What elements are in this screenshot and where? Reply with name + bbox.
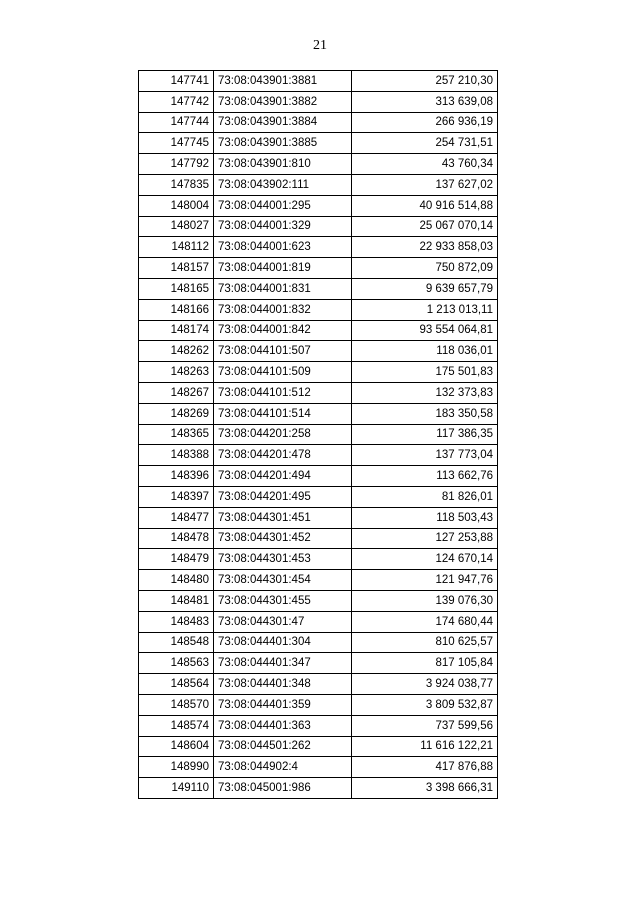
cadastral-number-cell: 73:08:044301:452 [214,528,352,549]
cadastral-value-cell: 3 809 532,87 [352,694,498,715]
row-id-cell: 148564 [139,674,214,695]
row-id-cell: 148174 [139,320,214,341]
cadastral-number-cell: 73:08:043901:3884 [214,112,352,133]
table-row [139,216,498,237]
row-id-cell: 148365 [139,424,214,445]
row-id-cell: 148477 [139,507,214,528]
row-id-cell: 148267 [139,382,214,403]
cadastral-value-cell: 81 826,01 [352,486,498,507]
cadastral-number-cell: 73:08:044401:359 [214,694,352,715]
cadastral-number-cell: 73:08:044301:454 [214,570,352,591]
cadastral-value-cell: 137 773,04 [352,445,498,466]
cadastral-value-cell: 113 662,76 [352,466,498,487]
row-id-cell: 147792 [139,154,214,175]
cadastral-number-cell: 73:08:043902:111 [214,174,352,195]
cadastral-number-cell: 73:08:044001:819 [214,258,352,279]
row-id-cell: 148269 [139,403,214,424]
cadastral-value-table [138,70,498,799]
table-row [139,570,498,591]
cadastral-number-cell: 73:08:045001:986 [214,778,352,799]
cadastral-value-cell: 124 670,14 [352,549,498,570]
table-row [139,320,498,341]
row-id-cell: 147742 [139,91,214,112]
row-id-cell: 148157 [139,258,214,279]
cadastral-value-cell: 313 639,08 [352,91,498,112]
cadastral-value-cell: 43 760,34 [352,154,498,175]
table-row [139,653,498,674]
cadastral-number-cell: 73:08:044401:348 [214,674,352,695]
page-number: 21 [313,38,327,53]
cadastral-value-cell: 3 924 038,77 [352,674,498,695]
cadastral-number-cell: 73:08:044201:495 [214,486,352,507]
table-row [139,278,498,299]
table-row [139,466,498,487]
row-id-cell: 148165 [139,278,214,299]
cadastral-number-cell: 73:08:044401:304 [214,632,352,653]
row-id-cell: 148262 [139,341,214,362]
row-id-cell: 148263 [139,362,214,383]
cadastral-value-cell: 118 036,01 [352,341,498,362]
table-row [139,133,498,154]
cadastral-value-cell: 266 936,19 [352,112,498,133]
row-id-cell: 148478 [139,528,214,549]
table-row [139,258,498,279]
row-id-cell: 148396 [139,466,214,487]
table-row [139,528,498,549]
cadastral-number-cell: 73:08:044001:832 [214,299,352,320]
cadastral-value-cell: 22 933 858,03 [352,237,498,258]
cadastral-value-cell: 9 639 657,79 [352,278,498,299]
cadastral-value-cell: 93 554 064,81 [352,320,498,341]
cadastral-value-cell: 132 373,83 [352,382,498,403]
cadastral-number-cell: 73:08:044101:509 [214,362,352,383]
table-row [139,403,498,424]
row-id-cell: 148480 [139,570,214,591]
row-id-cell: 148570 [139,694,214,715]
row-id-cell: 148004 [139,195,214,216]
table-row [139,154,498,175]
cadastral-number-cell: 73:08:044401:363 [214,715,352,736]
table-row [139,694,498,715]
row-id-cell: 148604 [139,736,214,757]
row-id-cell: 148027 [139,216,214,237]
table-row [139,382,498,403]
cadastral-value-cell: 183 350,58 [352,403,498,424]
cadastral-number-cell: 73:08:044301:451 [214,507,352,528]
table-row [139,174,498,195]
cadastral-value-cell: 118 503,43 [352,507,498,528]
cadastral-value-cell: 254 731,51 [352,133,498,154]
table-row [139,632,498,653]
row-id-cell: 147745 [139,133,214,154]
table-row [139,112,498,133]
cadastral-number-cell: 73:08:043901:3881 [214,71,352,92]
table-row [139,590,498,611]
cadastral-value-cell: 11 616 122,21 [352,736,498,757]
table-body [139,71,498,799]
cadastral-number-cell: 73:08:043901:3882 [214,91,352,112]
cadastral-number-cell: 73:08:044902:4 [214,757,352,778]
table-row [139,549,498,570]
cadastral-value-cell: 127 253,88 [352,528,498,549]
cadastral-value-cell: 174 680,44 [352,611,498,632]
cadastral-number-cell: 73:08:043901:810 [214,154,352,175]
cadastral-number-cell: 73:08:044401:347 [214,653,352,674]
row-id-cell: 149110 [139,778,214,799]
table-row [139,362,498,383]
table-row [139,778,498,799]
cadastral-value-cell: 810 625,57 [352,632,498,653]
table-row [139,757,498,778]
cadastral-number-cell: 73:08:044001:842 [214,320,352,341]
table-row [139,71,498,92]
row-id-cell: 148481 [139,590,214,611]
row-id-cell: 148548 [139,632,214,653]
cadastral-number-cell: 73:08:044301:455 [214,590,352,611]
cadastral-value-cell: 40 916 514,88 [352,195,498,216]
cadastral-value-cell: 737 599,56 [352,715,498,736]
cadastral-number-cell: 73:08:044201:478 [214,445,352,466]
cadastral-number-cell: 73:08:044001:831 [214,278,352,299]
table-row [139,486,498,507]
cadastral-value-cell: 121 947,76 [352,570,498,591]
cadastral-number-cell: 73:08:044201:258 [214,424,352,445]
table-row [139,736,498,757]
cadastral-value-cell: 417 876,88 [352,757,498,778]
cadastral-number-cell: 73:08:044101:514 [214,403,352,424]
table-row [139,674,498,695]
cadastral-number-cell: 73:08:044001:623 [214,237,352,258]
row-id-cell: 148483 [139,611,214,632]
cadastral-value-cell: 1 213 013,11 [352,299,498,320]
row-id-cell: 148166 [139,299,214,320]
row-id-cell: 147835 [139,174,214,195]
table-row [139,507,498,528]
table-row [139,91,498,112]
cadastral-number-cell: 73:08:044301:47 [214,611,352,632]
cadastral-number-cell: 73:08:044301:453 [214,549,352,570]
cadastral-value-cell: 175 501,83 [352,362,498,383]
row-id-cell: 148397 [139,486,214,507]
row-id-cell: 148990 [139,757,214,778]
cadastral-value-cell: 817 105,84 [352,653,498,674]
cadastral-number-cell: 73:08:044201:494 [214,466,352,487]
cadastral-number-cell: 73:08:044101:507 [214,341,352,362]
cadastral-number-cell: 73:08:044101:512 [214,382,352,403]
cadastral-value-cell: 139 076,30 [352,590,498,611]
table-row [139,611,498,632]
table-row [139,237,498,258]
row-id-cell: 148574 [139,715,214,736]
cadastral-number-cell: 73:08:044001:295 [214,195,352,216]
row-id-cell: 147741 [139,71,214,92]
cadastral-number-cell: 73:08:044001:329 [214,216,352,237]
table-row [139,299,498,320]
row-id-cell: 148388 [139,445,214,466]
cadastral-number-cell: 73:08:044501:262 [214,736,352,757]
table-row [139,715,498,736]
table-row [139,424,498,445]
row-id-cell: 147744 [139,112,214,133]
cadastral-number-cell: 73:08:043901:3885 [214,133,352,154]
table-row [139,341,498,362]
cadastral-value-cell: 25 067 070,14 [352,216,498,237]
table-row [139,195,498,216]
cadastral-value-cell: 257 210,30 [352,71,498,92]
row-id-cell: 148479 [139,549,214,570]
cadastral-value-cell: 117 386,35 [352,424,498,445]
table-row [139,445,498,466]
row-id-cell: 148563 [139,653,214,674]
cadastral-value-cell: 3 398 666,31 [352,778,498,799]
cadastral-value-cell: 750 872,09 [352,258,498,279]
cadastral-value-cell: 137 627,02 [352,174,498,195]
row-id-cell: 148112 [139,237,214,258]
